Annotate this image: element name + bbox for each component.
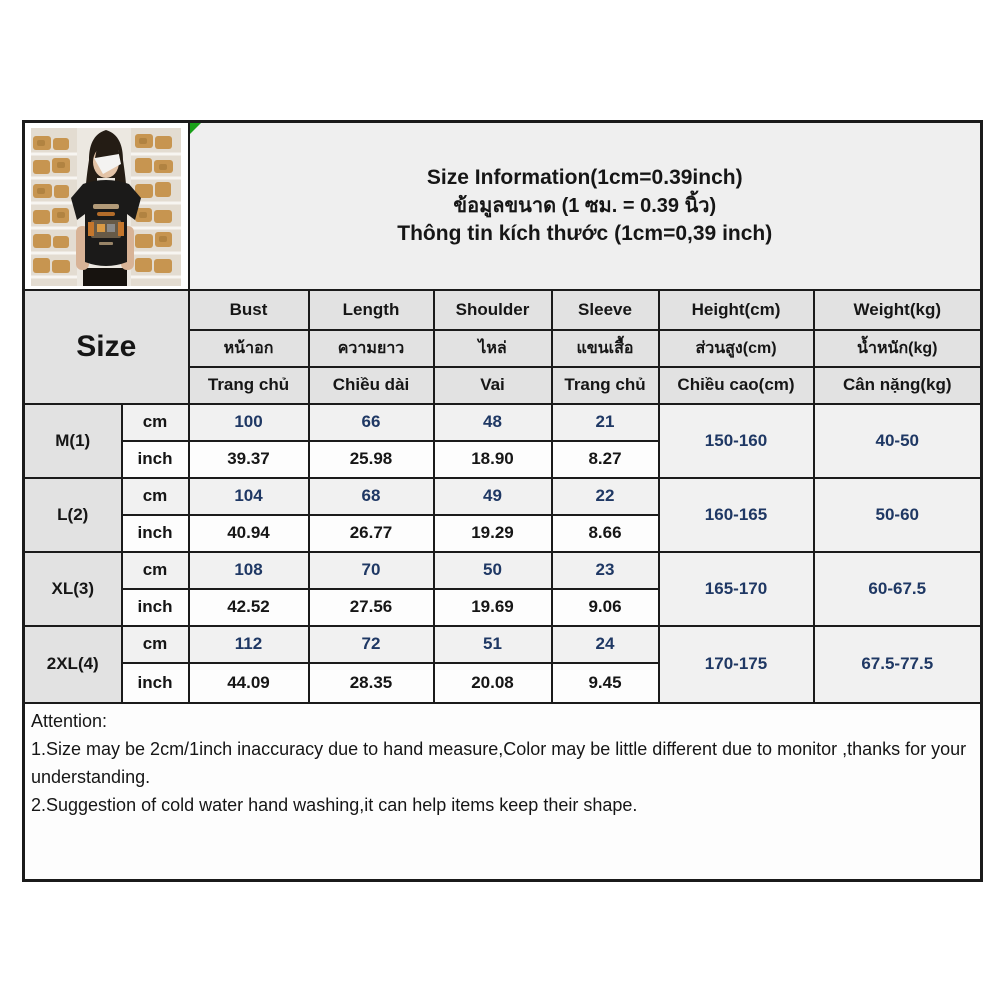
cell-2xl-sleeve-cm: 24 [552,626,659,663]
col-header-shoulder-th: ไหล่ [434,330,552,367]
unit-label-cm: cm [122,478,189,515]
cell-m-bust-cm: 100 [189,404,309,441]
attention-section [24,703,982,881]
size-label-l: L(2) [24,478,122,552]
cell-xl-shoulder-cm: 50 [434,552,552,589]
attention-note-1: 1.Size may be 2cm/1inch inaccuracy due to hand measure,Color may be little different due to monitor ,thanks for your understanding. [31,738,967,787]
cell-2xl-bust-inch: 44.09 [189,663,309,703]
cell-xl-length-cm: 70 [309,552,434,589]
cell-xl-height: 165-170 [659,552,814,626]
cell-l-bust-inch: 40.94 [189,515,309,552]
cell-l-length-cm: 68 [309,478,434,515]
cell-xl-weight: 60-67.5 [814,552,982,626]
cell-l-sleeve-cm: 22 [552,478,659,515]
col-header-sleeve-th: แขนเสื้อ [552,330,659,367]
cell-xl-bust-inch: 42.52 [189,589,309,626]
attention-note-2: 2.Suggestion of cold water hand washing,it can help items keep their shape. [31,794,638,815]
size-header: Size [24,290,189,404]
title-english: Size Information(1cm=0.39inch) [426,165,743,189]
col-header-weight-th: น้ำหนัก(kg) [814,330,982,367]
title-vietnamese: Thông tin kích thước (1cm=0,39 inch) [397,221,773,245]
col-header-height-vi: Chiều cao(cm) [659,367,814,404]
size-label-2xl: 2XL(4) [24,626,122,703]
col-header-weight-vi: Cân nặng(kg) [814,367,982,404]
cell-2xl-length-inch: 28.35 [309,663,434,703]
cell-xl-length-inch: 27.56 [309,589,434,626]
unit-label-cm: cm [122,404,189,441]
col-header-sleeve-vi: Trang chủ [552,367,659,404]
cell-2xl-bust-cm: 112 [189,626,309,663]
unit-label-cm: cm [122,626,189,663]
cell-xl-sleeve-inch: 9.06 [552,589,659,626]
cell-m-sleeve-inch: 8.27 [552,441,659,478]
unit-label-inch: inch [122,589,189,626]
col-header-shoulder-vi: Vai [434,367,552,404]
cell-m-length-inch: 25.98 [309,441,434,478]
unit-label-inch: inch [122,663,189,703]
cell-2xl-length-cm: 72 [309,626,434,663]
col-header-length-en: Length [309,290,434,330]
col-header-sleeve-en: Sleeve [552,290,659,330]
cell-m-length-cm: 66 [309,404,434,441]
cell-l-bust-cm: 104 [189,478,309,515]
col-header-bust-th: หน้าอก [189,330,309,367]
cell-2xl-shoulder-cm: 51 [434,626,552,663]
cell-xl-shoulder-inch: 19.69 [434,589,552,626]
cell-m-height: 150-160 [659,404,814,478]
cell-m-weight: 40-50 [814,404,982,478]
product-photo-cell [24,122,189,290]
cell-2xl-weight: 67.5-77.5 [814,626,982,703]
col-header-height-th: ส่วนสูง(cm) [659,330,814,367]
cell-l-shoulder-cm: 49 [434,478,552,515]
unit-label-cm: cm [122,552,189,589]
cell-m-bust-inch: 39.37 [189,441,309,478]
unit-label-inch: inch [122,515,189,552]
cell-2xl-shoulder-inch: 20.08 [434,663,552,703]
col-header-length-th: ความยาว [309,330,434,367]
product-photo [31,128,181,286]
cell-m-shoulder-inch: 18.90 [434,441,552,478]
title-cell [189,122,982,290]
col-header-length-vi: Chiều dài [309,367,434,404]
cell-xl-bust-cm: 108 [189,552,309,589]
title-thai: ข้อมูลขนาด (1 ซม. = 0.39 นิ้ว) [453,194,717,217]
size-label-m: M(1) [24,404,122,478]
cell-l-sleeve-inch: 8.66 [552,515,659,552]
col-header-bust-vi: Trang chủ [189,367,309,404]
cell-2xl-sleeve-inch: 9.45 [552,663,659,703]
col-header-height-en: Height(cm) [659,290,814,330]
error-indicator-icon [190,123,201,134]
col-header-bust-en: Bust [189,290,309,330]
cell-l-height: 160-165 [659,478,814,552]
attention-heading: Attention: [31,710,108,731]
unit-label-inch: inch [122,441,189,478]
cell-xl-sleeve-cm: 23 [552,552,659,589]
cell-m-shoulder-cm: 48 [434,404,552,441]
size-chart-table [22,120,983,882]
col-header-weight-en: Weight(kg) [814,290,982,330]
size-label-xl: XL(3) [24,552,122,626]
cell-l-length-inch: 26.77 [309,515,434,552]
col-header-shoulder-en: Shoulder [434,290,552,330]
cell-l-shoulder-inch: 19.29 [434,515,552,552]
cell-m-sleeve-cm: 21 [552,404,659,441]
cell-l-weight: 50-60 [814,478,982,552]
cell-2xl-height: 170-175 [659,626,814,703]
